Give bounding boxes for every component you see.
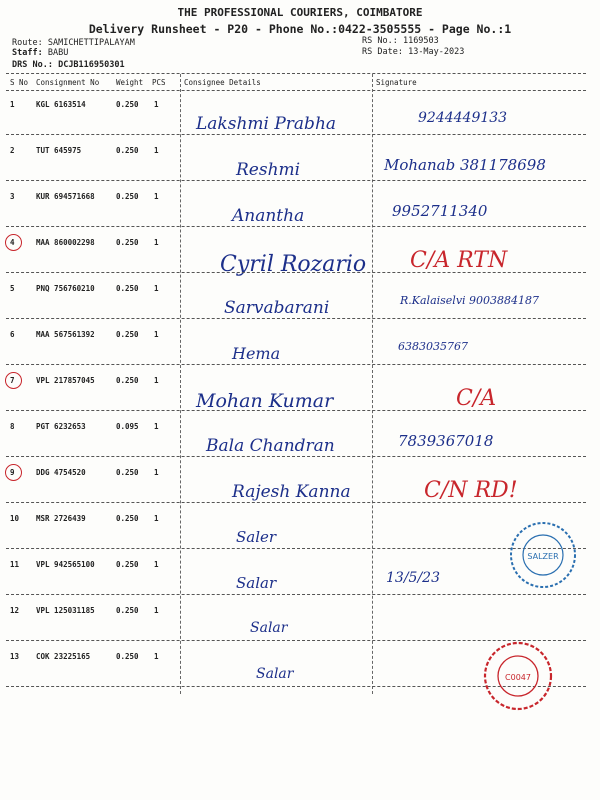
row-sno: 12: [10, 606, 20, 615]
row-weight: 0.250: [116, 284, 139, 293]
row-weight: 0.250: [116, 606, 139, 615]
row-signature: C/A RTN: [410, 248, 508, 273]
row-signature: 7839367018: [398, 432, 494, 450]
drs-label: DRS No.:: [12, 60, 53, 70]
row-consignment-no: KUR 694571668: [36, 192, 95, 201]
row-divider: [6, 134, 586, 135]
col-header-sno: S No: [10, 78, 29, 87]
drs-value: DCJB116950301: [58, 60, 125, 70]
row-consignee-handwriting: Sarvabarani: [224, 298, 330, 318]
table-header-rule: [6, 90, 586, 91]
row-pcs: 1: [154, 330, 159, 339]
document-subtitle: Delivery Runsheet - P20 - Phone No.:0422-3505555 - Page No.:1: [88, 22, 512, 36]
route-label: Route:: [12, 38, 43, 48]
col-header-signature: Signature: [376, 78, 417, 87]
row-consignment-no: PGT 6232653: [36, 422, 86, 431]
row-consignee-handwriting: Cyril Rozario: [220, 252, 367, 277]
staff-line: [12, 48, 68, 59]
svg-text:SALZER: SALZER: [527, 552, 559, 561]
row-consignment-no: VPL 942565100: [36, 560, 95, 569]
rs-date-value: 13-May-2023: [408, 47, 465, 57]
row-pcs: 1: [154, 606, 159, 615]
row-consignment-no: TUT 645975: [36, 146, 82, 155]
staff-value: BABU: [47, 48, 69, 58]
col-header-weight: Weight: [116, 78, 144, 87]
row-circle-mark: [5, 372, 22, 389]
row-consignment-no: MAA 567561392: [36, 330, 95, 339]
row-pcs: 1: [154, 652, 159, 661]
row-consignee-handwriting: Salar: [256, 666, 294, 682]
row-pcs: 1: [154, 192, 159, 201]
row-signature: C/A: [456, 386, 497, 411]
row-circle-mark: [5, 234, 22, 251]
col-divider-consignee: [180, 74, 181, 694]
row-pcs: 1: [154, 146, 159, 155]
row-weight: 0.250: [116, 468, 139, 477]
row-sno: 6: [10, 330, 15, 339]
row-weight: 0.250: [116, 238, 139, 247]
row-consignment-no: MAA 860002298: [36, 238, 95, 247]
col-header-consignee: Consignee Details: [184, 78, 261, 87]
row-consignee-handwriting: Hema: [232, 344, 281, 363]
drs-line: [12, 60, 125, 71]
row-consignment-no: PNQ 756760210: [36, 284, 95, 293]
row-pcs: 1: [154, 422, 159, 431]
row-signature: 9244449133: [418, 110, 508, 126]
courier-stamp-red: [482, 640, 554, 712]
row-signature: R.Kalaiselvi 9003884187: [400, 294, 540, 307]
row-weight: 0.250: [116, 376, 139, 385]
row-consignee-handwriting: Salar: [250, 620, 288, 636]
row-sno: 7: [10, 376, 15, 385]
row-sno: 9: [10, 468, 15, 477]
rs-date-label: RS Date:: [362, 47, 403, 57]
row-consignment-no: KGL 6163514: [36, 100, 86, 109]
row-sno: 2: [10, 146, 15, 155]
row-pcs: 1: [154, 514, 159, 523]
route-value: SAMICHETTIPALAYAM: [47, 38, 135, 48]
col-header-consignment: Consignment No: [36, 78, 100, 87]
row-divider: [6, 272, 586, 273]
row-sno: 8: [10, 422, 15, 431]
document-title: THE PROFESSIONAL COURIERS, COIMBATORE: [177, 6, 423, 19]
col-header-pcs: PCS: [152, 78, 166, 87]
svg-text:C0047: C0047: [505, 673, 531, 682]
row-divider: [6, 226, 586, 227]
staff-label: Staff:: [12, 48, 43, 58]
row-pcs: 1: [154, 238, 159, 247]
row-consignment-no: DDG 4754520: [36, 468, 86, 477]
row-consignee-handwriting: Saler: [236, 528, 277, 546]
row-weight: 0.250: [116, 192, 139, 201]
row-divider: [6, 548, 586, 549]
row-divider: [6, 410, 586, 411]
row-weight: 0.250: [116, 560, 139, 569]
row-consignee-handwriting: Salar: [236, 574, 277, 592]
row-consignment-no: MSR 2726439: [36, 514, 86, 523]
row-weight: 0.250: [116, 100, 139, 109]
row-sno: 4: [10, 238, 15, 247]
table-top-rule: [6, 73, 586, 74]
row-divider: [6, 364, 586, 365]
row-consignee-handwriting: Rajesh Kanna: [232, 482, 351, 502]
rs-no-label: RS No.:: [362, 36, 398, 46]
row-circle-mark: [5, 464, 22, 481]
row-weight: 0.250: [116, 652, 139, 661]
row-signature: C/N RD!: [424, 478, 518, 503]
row-sno: 3: [10, 192, 15, 201]
row-divider: [6, 502, 586, 503]
row-weight: 0.250: [116, 514, 139, 523]
row-consignee-handwriting: Anantha: [232, 206, 305, 226]
col-divider-signature: [372, 74, 373, 694]
row-sno: 1: [10, 100, 15, 109]
row-divider: [6, 318, 586, 319]
row-consignment-no: VPL 125031185: [36, 606, 95, 615]
row-weight: 0.250: [116, 330, 139, 339]
row-sno: 5: [10, 284, 15, 293]
row-sno: 11: [10, 560, 20, 569]
row-weight: 0.250: [116, 146, 139, 155]
row-pcs: 1: [154, 100, 159, 109]
row-divider: [6, 180, 586, 181]
row-consignee-handwriting: Mohan Kumar: [196, 390, 334, 412]
row-divider: [6, 456, 586, 457]
row-consignment-no: VPL 217857045: [36, 376, 95, 385]
row-sno: 10: [10, 514, 20, 523]
row-consignment-no: COK 23225165: [36, 652, 91, 661]
row-consignee-handwriting: Bala Chandran: [206, 436, 335, 456]
row-consignee-handwriting: Reshmi: [236, 160, 301, 180]
rs-no-value: 1169503: [402, 36, 439, 46]
row-pcs: 1: [154, 468, 159, 477]
row-pcs: 1: [154, 284, 159, 293]
row-pcs: 1: [154, 376, 159, 385]
row-sno: 13: [10, 652, 20, 661]
row-signature: 9952711340: [392, 202, 488, 220]
row-signature: 6383035767: [398, 340, 468, 353]
row-consignee-handwriting: Lakshmi Prabha: [196, 114, 337, 134]
courier-stamp-blue: [508, 520, 578, 590]
row-signature: Mohanab 381178698: [384, 156, 546, 174]
row-weight: 0.095: [116, 422, 139, 431]
rs-date-line: [362, 47, 464, 58]
row-signature: 13/5/23: [386, 570, 440, 586]
row-pcs: 1: [154, 560, 159, 569]
row-divider: [6, 640, 586, 641]
rs-no-line: [362, 36, 439, 47]
row-divider: [6, 594, 586, 595]
